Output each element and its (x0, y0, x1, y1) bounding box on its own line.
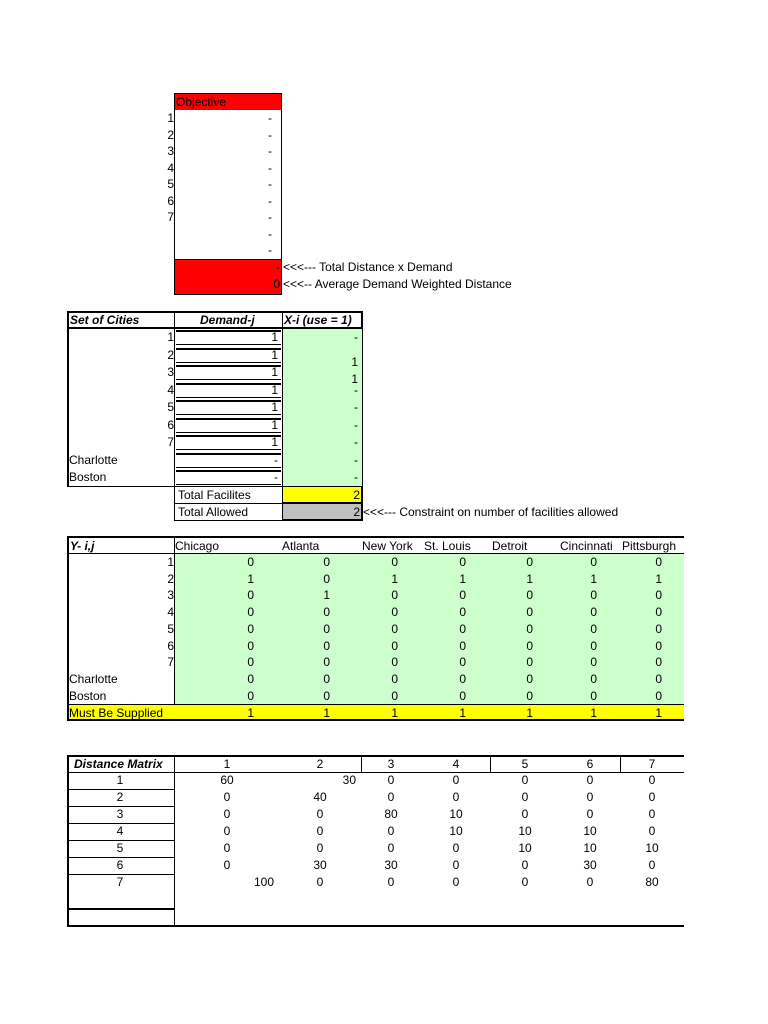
x-value: - (354, 435, 358, 449)
distance-cell: 0 (648, 824, 656, 838)
city-label: 7 (167, 435, 174, 449)
assignment-col-header: Cincinnati (560, 539, 613, 553)
distance-cell: 0 (316, 841, 324, 855)
assignment-cell: 0 (459, 605, 466, 620)
must-supply-value: 1 (247, 706, 254, 720)
cities-col-demand: Demand-j (200, 313, 255, 327)
assignment-cell: 1 (459, 571, 466, 586)
assignment-row-label: 2 (167, 571, 174, 586)
distance-row-label: 5 (116, 841, 124, 855)
demand-value: 1 (271, 435, 278, 449)
distance-cell: 0 (223, 790, 231, 804)
objective-row-value: - (268, 127, 272, 142)
assignment-cell: 0 (459, 638, 466, 653)
assignment-cell: 0 (391, 655, 398, 670)
distance-cell: 0 (223, 824, 231, 838)
demand-value: - (274, 470, 278, 484)
assignment-cell: 0 (323, 605, 330, 620)
objective-avg-note: <<<-- Average Demand Weighted Distance (283, 277, 512, 291)
total-facilities-value: 2 (353, 488, 360, 502)
assignment-cell: 0 (247, 671, 254, 686)
distance-cell: 0 (521, 807, 529, 821)
assignment-cell: 0 (391, 638, 398, 653)
assignment-cell: 0 (247, 588, 254, 603)
distance-cell: 0 (452, 773, 460, 787)
distance-cell: 0 (586, 807, 594, 821)
distance-row-label: 1 (116, 773, 124, 787)
assignment-col-header: St. Louis (424, 539, 471, 553)
distance-cell: 10 (518, 824, 532, 838)
distance-cell: 0 (648, 790, 656, 804)
assignment-cell: 0 (323, 655, 330, 670)
distance-col-header: 5 (521, 757, 529, 771)
assignment-cell: 0 (459, 555, 466, 569)
city-label: Charlotte (69, 452, 118, 467)
demand-value: 1 (271, 400, 278, 414)
city-label: 5 (167, 400, 174, 414)
objective-row-label: 2 (167, 127, 174, 142)
distance-header-divider (490, 755, 491, 773)
assignment-cell: 0 (655, 671, 662, 686)
assignment-row-label: 5 (167, 621, 174, 636)
objective-row-label: 5 (167, 177, 174, 191)
assignment-cell: 0 (590, 638, 597, 653)
assignment-cell: 0 (323, 638, 330, 653)
assignment-cell: 0 (526, 688, 533, 703)
assignment-cell: 0 (655, 655, 662, 670)
distance-bottom-border (67, 925, 684, 927)
assignment-cell: 1 (247, 571, 254, 586)
city-label: Boston (69, 470, 107, 484)
assignment-cell: 0 (526, 671, 533, 686)
distance-cell: 30 (342, 773, 356, 787)
distance-cell: 0 (387, 790, 395, 804)
assignment-cell: 0 (526, 621, 533, 636)
distance-cell: 30 (384, 858, 398, 872)
distance-col-header: 2 (316, 757, 324, 771)
distance-row-divider (67, 908, 175, 910)
distance-cell: 0 (521, 875, 529, 889)
assignment-cell: 1 (323, 588, 330, 603)
total-facilities-label: Total Facilites (178, 488, 251, 502)
distance-cell: 80 (384, 807, 398, 821)
distance-row-label: 7 (116, 875, 124, 889)
distance-col-header: 1 (223, 757, 231, 771)
distance-cell: 0 (452, 858, 460, 872)
assignment-cell: 0 (655, 688, 662, 703)
assignment-cell: 0 (247, 688, 254, 703)
distance-cell: 0 (586, 875, 594, 889)
objective-row-value: - (268, 177, 272, 191)
distance-cell: 0 (223, 841, 231, 855)
assignment-corner: Y- i,j (70, 539, 95, 553)
city-label: 1 (167, 330, 174, 344)
assignment-cell: 0 (391, 605, 398, 620)
objective-row-label: 3 (167, 144, 174, 158)
distance-cell: 10 (449, 824, 463, 838)
city-label: 4 (167, 382, 174, 397)
assignment-cell: 0 (323, 688, 330, 703)
objective-row-value: - (268, 160, 272, 175)
assignment-row-label: 6 (167, 638, 174, 653)
objective-row-value: - (268, 243, 272, 257)
distance-cell: 0 (586, 790, 594, 804)
x-value: - (354, 382, 358, 397)
assignment-cell: 0 (323, 555, 330, 569)
assignment-label-divider (174, 536, 175, 704)
assignment-cell: 0 (655, 638, 662, 653)
assignment-cell: 0 (590, 621, 597, 636)
assignment-cell: 0 (247, 605, 254, 620)
demand-value: 1 (271, 330, 278, 344)
x-value: 1 (351, 372, 358, 386)
assignment-row-label: 3 (167, 588, 174, 603)
distance-row-label: 3 (116, 807, 124, 821)
cities-col-set: Set of Cities (70, 313, 140, 327)
assignment-cell: 0 (459, 588, 466, 603)
x-value: - (354, 470, 358, 484)
assignment-row-label: Boston (69, 688, 107, 703)
distance-cell: 10 (518, 841, 532, 855)
assignment-cell: 0 (391, 621, 398, 636)
assignment-cell: 0 (323, 671, 330, 686)
distance-cell: 30 (313, 858, 327, 872)
distance-cell: 0 (387, 875, 395, 889)
assignment-row-label: Charlotte (69, 671, 118, 686)
distance-cell: 0 (316, 824, 324, 838)
assignment-cell: 0 (247, 621, 254, 636)
distance-cell: 40 (313, 790, 327, 804)
assignment-cell: 0 (526, 638, 533, 653)
distance-col-header: 7 (648, 757, 656, 771)
assignment-row-label: 4 (167, 605, 174, 620)
must-supply-value: 1 (526, 706, 533, 720)
total-allowed-label: Total Allowed (178, 505, 249, 519)
city-label: 2 (167, 347, 174, 362)
objective-header-cell (174, 93, 282, 111)
objective-row-value: - (268, 144, 272, 158)
demand-value: 1 (271, 382, 278, 397)
distance-title: Distance Matrix (74, 757, 163, 771)
assignment-cell: 0 (526, 605, 533, 620)
objective-total-value: - (276, 260, 280, 274)
distance-label-divider (174, 755, 175, 927)
distance-cell: 0 (316, 807, 324, 821)
distance-cell: 0 (223, 858, 231, 872)
distance-header-divider (620, 755, 621, 773)
distance-row-label: 6 (116, 858, 124, 872)
cities-col-x: X-i (use = 1) (284, 313, 352, 327)
assignment-cell: 0 (459, 688, 466, 703)
distance-cell: 0 (648, 858, 656, 872)
distance-cell: 80 (645, 875, 659, 889)
assignment-cell: 0 (590, 671, 597, 686)
objective-header: Objective (176, 95, 227, 109)
distance-cell: 0 (521, 790, 529, 804)
assignment-cell: 0 (459, 655, 466, 670)
assignment-cell: 0 (391, 688, 398, 703)
assignment-col-header: Chicago (175, 539, 220, 553)
assignment-cell: 0 (590, 688, 597, 703)
city-label: 6 (167, 417, 174, 432)
constraint-note: <<<--- Constraint on number of facilities allowed (363, 505, 619, 519)
distance-cell: 0 (387, 824, 395, 838)
must-supply-label: Must Be Supplied (69, 706, 164, 720)
objective-row-value: - (268, 111, 272, 125)
distance-cell: 0 (387, 841, 395, 855)
city-label: 3 (167, 365, 174, 379)
must-supply-value: 1 (323, 706, 330, 720)
assignment-cell: 0 (590, 555, 597, 569)
distance-cell: 0 (521, 773, 529, 787)
distance-col-header: 6 (586, 757, 594, 771)
distance-cell: 10 (583, 824, 597, 838)
demand-value: 1 (271, 347, 278, 362)
distance-cell: 0 (387, 773, 395, 787)
assignment-cell: 0 (323, 571, 330, 586)
objective-row-label: 7 (167, 210, 174, 224)
assignment-row-label: 7 (167, 655, 174, 670)
assignment-cell: 0 (526, 555, 533, 569)
assignment-col-header: Atlanta (282, 539, 320, 553)
assignment-cell: 0 (391, 671, 398, 686)
x-value: - (354, 330, 358, 344)
objective-row-value: - (268, 226, 272, 241)
distance-cell: 60 (220, 773, 234, 787)
objective-total-note: <<<--- Total Distance x Demand (283, 260, 453, 274)
cities-right-border (362, 311, 363, 487)
x-value: - (354, 417, 358, 432)
assignment-cell: 0 (590, 605, 597, 620)
x-value: - (354, 400, 358, 414)
assignment-cell: 0 (655, 605, 662, 620)
objective-row-label: 6 (167, 193, 174, 208)
distance-cell: 0 (452, 841, 460, 855)
assignment-cell: 0 (391, 588, 398, 603)
must-supply-value: 1 (655, 706, 662, 720)
distance-cell: 0 (586, 773, 594, 787)
distance-cell: 0 (223, 807, 231, 821)
distance-left-border (67, 755, 69, 927)
objective-row-value: - (268, 193, 272, 208)
demand-value: 1 (271, 365, 278, 379)
assignment-col-header: Detroit (492, 539, 528, 553)
distance-row-label: 4 (116, 824, 124, 838)
distance-cell: 30 (583, 858, 597, 872)
demand-value: 1 (271, 417, 278, 432)
distance-row-label: 2 (116, 790, 124, 804)
assignment-cell: 0 (526, 588, 533, 603)
distance-cell: 10 (645, 841, 659, 855)
assignment-cell: 0 (655, 621, 662, 636)
distance-cell: 0 (521, 858, 529, 872)
distance-cell: 10 (449, 807, 463, 821)
assignment-col-header: New York (362, 539, 413, 553)
distance-cell: 0 (452, 790, 460, 804)
assignment-cell: 0 (459, 671, 466, 686)
assignment-cell: 0 (590, 655, 597, 670)
distance-cell: 100 (253, 875, 274, 889)
distance-cell: 0 (316, 875, 324, 889)
objective-row-value: - (268, 210, 272, 224)
distance-cell: 0 (648, 807, 656, 821)
assignment-cell: 0 (323, 621, 330, 636)
must-supply-value: 1 (391, 706, 398, 720)
assignment-cell: 1 (590, 571, 597, 586)
assignment-cell: 0 (655, 555, 662, 569)
distance-col-header: 3 (387, 757, 395, 771)
assignment-cell: 0 (590, 588, 597, 603)
assignment-cell: 1 (391, 571, 398, 586)
must-supply-value: 1 (459, 706, 466, 720)
assignment-row-label: 1 (167, 555, 174, 569)
assignment-cell: 0 (391, 555, 398, 569)
assignment-cell: 1 (655, 571, 662, 586)
total-allowed-value: 2 (353, 505, 360, 519)
x-value: - (354, 452, 358, 467)
assignment-cell: 0 (247, 555, 254, 569)
objective-avg-value: 0 (273, 277, 280, 291)
assignment-cell: 0 (655, 588, 662, 603)
distance-cell: 10 (583, 841, 597, 855)
distance-col-header: 4 (452, 757, 460, 771)
objective-row-label: 4 (167, 160, 174, 175)
assignment-cell: 0 (247, 638, 254, 653)
must-supply-value: 1 (590, 706, 597, 720)
objective-row-label: 1 (167, 111, 174, 125)
distance-cell: 0 (648, 773, 656, 787)
assignment-cell: 0 (247, 655, 254, 670)
assignment-col-header: Pittsburgh (622, 539, 677, 553)
assignment-cell: 0 (526, 655, 533, 670)
demand-value: - (274, 452, 278, 467)
assignment-cell: 1 (526, 571, 533, 586)
distance-cell: 0 (452, 875, 460, 889)
assignment-cell: 0 (459, 621, 466, 636)
distance-header-divider (361, 755, 362, 773)
x-value: 1 (351, 354, 358, 369)
